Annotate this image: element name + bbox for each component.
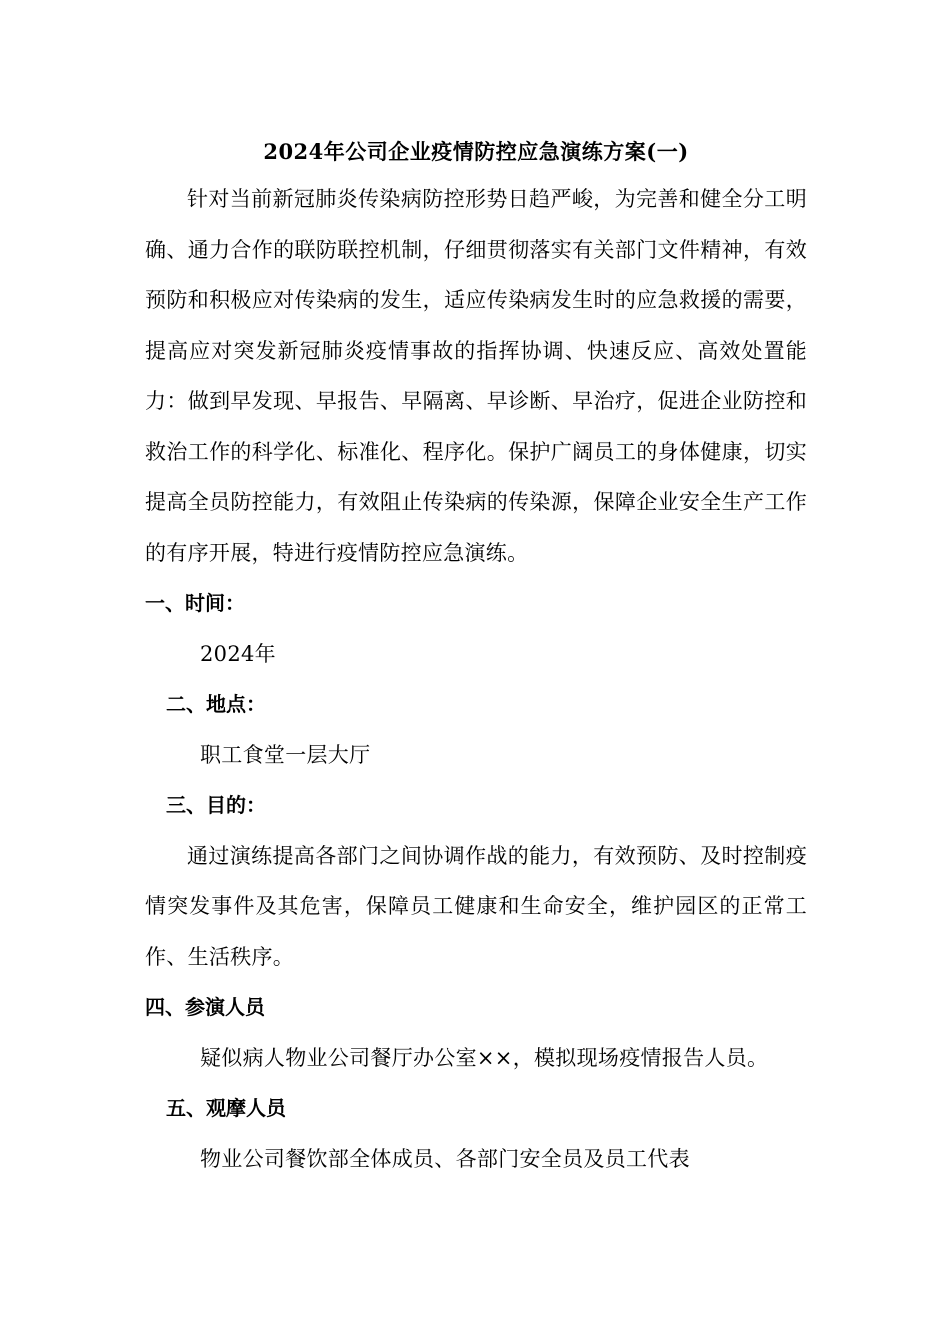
document-title: 2024年公司企业疫情防控应急演练方案(一) <box>263 139 689 164</box>
section-heading-location: 二、地点： <box>166 692 266 716</box>
section-content-observers: 物业公司餐饮部全体成员、各部门安全员及员工代表 <box>200 1146 690 1171</box>
section-content-time: 2024年 <box>200 641 276 666</box>
intro-paragraph: 针对当前新冠肺炎传染病防控形势日趋严峻，为完善和健全分工明确、通力合作的联防联控机制，仔细贯彻落实有关部门文件精神，有效预防和积极应对传染病的发生，适应传染病发生时的应急救援的需要，提高应对突发新冠肺炎疫情事故的指挥协调、快速反应、高效处置能力：做到早发现、早报告、早隔离、早诊断、早治疗，促进企业防控和救治工作的科学化、标准化、程序化。保护广阔员工的身体健康，切实提高全员防控能力，有效阻止传染病的传染源，保障企业安全生产工作的有序开展，特进行疫情防控应急演练。 <box>145 187 807 565</box>
section-content-location: 职工食堂一层大厅 <box>200 742 371 767</box>
section-content-participants: 疑似病人物业公司餐厅办公室××，模拟现场疫情报告人员。 <box>200 1045 769 1070</box>
document-page <box>145 130 807 1184</box>
section-heading-purpose: 三、目的： <box>166 793 266 817</box>
section-heading-observers: 五、观摩人员 <box>166 1096 286 1120</box>
section-heading-participants: 四、参演人员 <box>145 995 265 1019</box>
section-heading-time: 一、时间： <box>145 591 245 615</box>
section-content-purpose: 通过演练提高各部门之间协调作战的能力，有效预防、及时控制疫情突发事件及其危害，保障员工健康和生命安全，维护园区的正常工作、生活秩序。 <box>145 843 807 969</box>
